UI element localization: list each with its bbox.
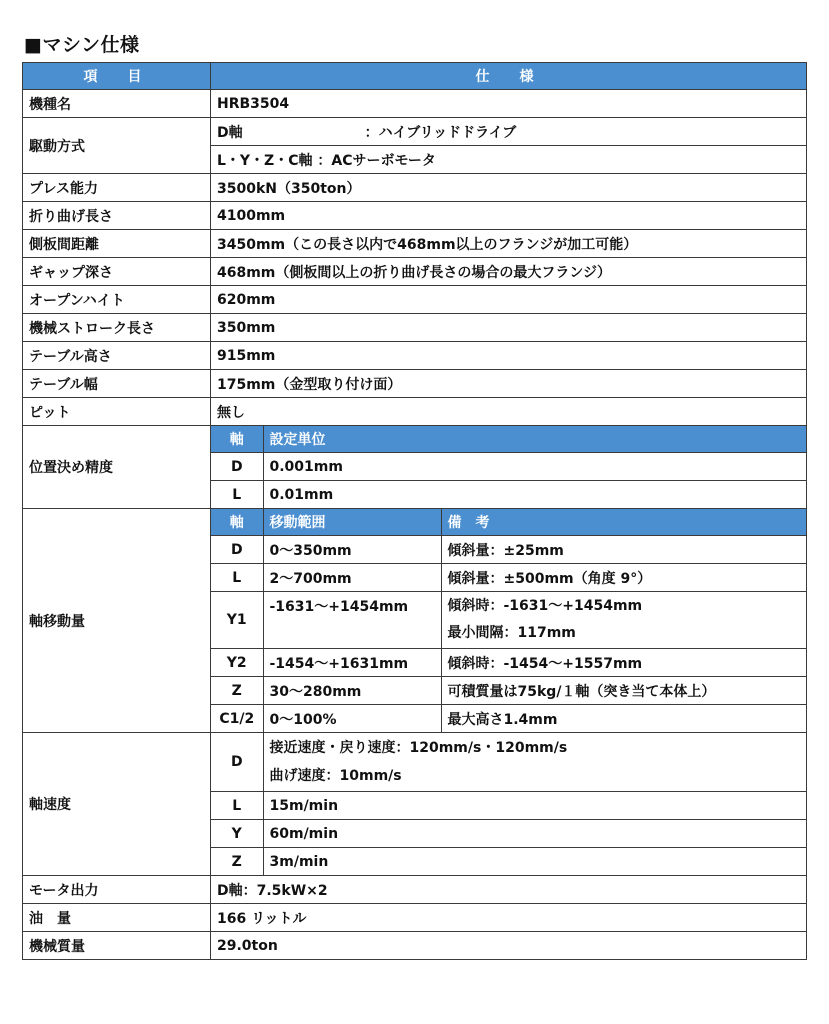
movement-note: 最大高さ1.4mm: [441, 705, 806, 733]
row-label: ギャップ深さ: [23, 258, 211, 286]
speed-row: [211, 848, 806, 876]
movement-row: [211, 564, 806, 592]
row-value: 4100mm: [211, 202, 807, 230]
row-value: 620mm: [211, 286, 807, 314]
movement-row: [211, 592, 806, 649]
table-row: [23, 202, 807, 230]
row-label-drive: 駆動方式: [23, 118, 211, 174]
row-label: 機械質量: [23, 932, 211, 960]
movement-col-range: 移動範囲: [263, 509, 441, 536]
row-label: モータ出力: [23, 876, 211, 904]
movement-range: 0～100%: [263, 705, 441, 733]
drive-line-1: [211, 118, 807, 146]
positioning-header: [211, 426, 806, 453]
row-label: テーブル幅: [23, 370, 211, 398]
header-spec: 仕 様: [211, 63, 807, 90]
row-value: D軸：7.5kW×2: [211, 876, 807, 904]
row-label: プレス能力: [23, 174, 211, 202]
positioning-row: [211, 453, 806, 481]
row-label: 油 量: [23, 904, 211, 932]
speed-subtable: [211, 733, 806, 875]
row-value: 3500kN（350ton）: [211, 174, 807, 202]
speed-d-values: [263, 733, 806, 792]
movement-col-note: 備 考: [441, 509, 806, 536]
row-value: 無し: [211, 398, 807, 426]
positioning-row: [211, 481, 806, 509]
row-label-movement: 軸移動量: [23, 509, 211, 733]
row-value: 468mm（側板間以上の折り曲げ長さの場合の最大フランジ）: [211, 258, 807, 286]
positioning-unit: 0.001mm: [263, 453, 806, 481]
speed-axis: L: [211, 792, 263, 820]
drive-line-2: L・Y・Z・C軸 ：ACサーボモータ: [211, 146, 807, 174]
table-row: [23, 342, 807, 370]
movement-range: 30～280mm: [263, 677, 441, 705]
movement-note-2: 最小間隔：117mm: [447, 625, 576, 641]
table-row: [23, 398, 807, 426]
positioning-unit: 0.01mm: [263, 481, 806, 509]
header-item: 項 目: [23, 63, 211, 90]
positioning-axis: L: [211, 481, 263, 509]
row-value: 915mm: [211, 342, 807, 370]
row-value: 166 リットル: [211, 904, 807, 932]
table-row-positioning: [23, 426, 807, 509]
speed-row: [211, 792, 806, 820]
row-label-speed: 軸速度: [23, 733, 211, 876]
positioning-axis: D: [211, 453, 263, 481]
positioning-col-unit: 設定単位: [263, 426, 806, 453]
movement-row: [211, 536, 806, 564]
movement-axis: Z: [211, 677, 263, 705]
row-label: ピット: [23, 398, 211, 426]
table-row: [23, 370, 807, 398]
table-row: [23, 314, 807, 342]
movement-note: 傾斜時：-1454～+1557mm: [441, 649, 806, 677]
table-row: [23, 258, 807, 286]
movement-note: 傾斜時：-1631～+1454mm: [447, 598, 643, 614]
table-header-row: [23, 63, 807, 90]
row-value: 29.0ton: [211, 932, 807, 960]
row-label: 折り曲げ長さ: [23, 202, 211, 230]
movement-header: [211, 509, 806, 536]
table-row: [23, 904, 807, 932]
speed-d-line-1: 接近速度・戻り速度：120mm/s・120mm/s: [269, 740, 568, 756]
row-value: 350mm: [211, 314, 807, 342]
row-label: オープンハイト: [23, 286, 211, 314]
movement-row: [211, 677, 806, 705]
speed-value: 60m/min: [263, 820, 806, 848]
movement-note: 傾斜量：±25mm: [441, 536, 806, 564]
movement-axis: C1/2: [211, 705, 263, 733]
table-row-speed: [23, 733, 807, 876]
table-row: [23, 174, 807, 202]
positioning-col-axis: 軸: [211, 426, 263, 453]
movement-row: [211, 649, 806, 677]
movement-col-axis: 軸: [211, 509, 263, 536]
row-label: 機械ストローク長さ: [23, 314, 211, 342]
movement-note-multi: [441, 592, 806, 649]
row-value: HRB3504: [211, 90, 807, 118]
table-row-movement: [23, 509, 807, 733]
table-row: [23, 932, 807, 960]
row-label: 側板間距離: [23, 230, 211, 258]
row-label: テーブル高さ: [23, 342, 211, 370]
section-title: ■マシン仕様: [24, 34, 140, 56]
movement-axis: L: [211, 564, 263, 592]
movement-row: [211, 705, 806, 733]
speed-axis: D: [211, 733, 263, 792]
speed-row: [211, 820, 806, 848]
table-row: [23, 230, 807, 258]
row-label: 機種名: [23, 90, 211, 118]
movement-range: 2～700mm: [263, 564, 441, 592]
positioning-subtable: [211, 426, 806, 508]
speed-value: 15m/min: [263, 792, 806, 820]
movement-subtable: [211, 509, 806, 732]
machine-spec-table: [22, 62, 807, 960]
speed-axis: Z: [211, 848, 263, 876]
speed-value: 3m/min: [263, 848, 806, 876]
speed-axis: Y: [211, 820, 263, 848]
row-value: 175mm（金型取り付け面）: [211, 370, 807, 398]
table-row: [23, 90, 807, 118]
speed-row-d: [211, 733, 806, 792]
movement-note: 可積質量は75kg/１軸（突き当て本体上）: [441, 677, 806, 705]
speed-d-line-2: 曲げ速度：10mm/s: [269, 768, 402, 784]
row-value: 3450mm（この長さ以内で468mm以上のフランジが加工可能）: [211, 230, 807, 258]
movement-range: 0～350mm: [263, 536, 441, 564]
drive-d-value: ：ハイブリッドドライブ: [364, 124, 517, 141]
movement-range: -1454～+1631mm: [263, 649, 441, 677]
movement-note: 傾斜量：±500mm（角度 9°）: [441, 564, 806, 592]
movement-axis: Y2: [211, 649, 263, 677]
table-row: [23, 876, 807, 904]
table-row: [23, 286, 807, 314]
movement-axis: Y1: [211, 592, 263, 649]
drive-d-axis: D軸: [217, 124, 243, 141]
movement-axis: D: [211, 536, 263, 564]
table-row-drive-1: [23, 118, 807, 146]
movement-range: -1631～+1454mm: [263, 592, 441, 649]
row-label-positioning: 位置決め精度: [23, 426, 211, 509]
